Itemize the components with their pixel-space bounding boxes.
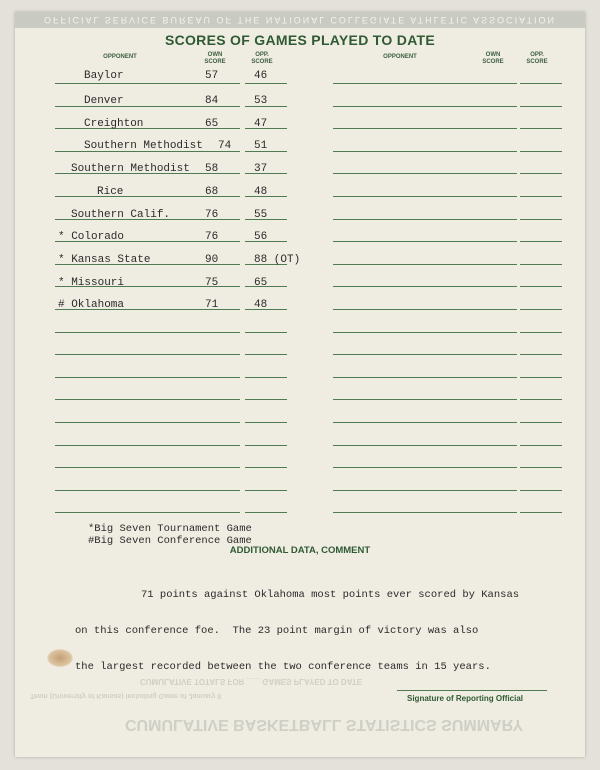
rule-line [520,422,562,423]
rule-line [55,83,205,84]
rule-line [55,490,205,491]
rule-line [198,377,240,378]
rule-line [245,467,287,468]
game-opp-score: 56 [254,231,268,243]
comment-line: 71 points against Oklahoma most points ever scored by Kansas [141,589,520,601]
rule-line [333,264,483,265]
rule-line [55,332,205,333]
bleed-team-line: Team (University of Kansas) Including Game of January 8 [30,692,222,699]
game-opponent: Southern Calif. [71,209,171,221]
rule-line [475,377,517,378]
rule-line [55,445,205,446]
rule-line [475,309,517,310]
rule-line [333,309,483,310]
game-opp-score: 55 [254,209,268,221]
bleed-cumulative-line: CUMULATIVE TOTALS FOR ___ GAMES PLAYED TO DATE [140,677,363,686]
legend-tournament: *Big Seven Tournament Game [88,523,252,535]
rule-line [475,264,517,265]
game-opp-score: 46 [254,70,268,82]
comment-line: the largest recorded between the two conference teams in 15 years. [75,661,491,673]
game-opponent: # Oklahoma [58,299,125,311]
rule-line [520,309,562,310]
rule-line [55,422,205,423]
col-header-own-score-right: OWN SCORE [482,52,504,65]
rule-line [520,467,562,468]
rule-line [475,173,517,174]
signature-line [397,690,547,691]
game-opp-score: 48 [254,299,268,311]
game-own-score: 58 [205,163,219,175]
rule-line [55,106,205,107]
rule-line [520,377,562,378]
rule-line [475,196,517,197]
game-opponent: Baylor [84,70,124,82]
game-own-score: 76 [205,231,219,243]
rule-line [198,490,240,491]
game-own-score: 75 [205,277,219,289]
rule-line [475,490,517,491]
rule-line [333,196,483,197]
game-own-score: 74 [218,140,232,152]
rule-line [55,399,205,400]
rule-line [333,354,483,355]
game-opp-score: 51 [254,140,268,152]
additional-data-title: ADDITIONAL DATA, COMMENT [229,545,371,556]
rule-line [198,354,240,355]
game-own-score: 68 [205,186,219,198]
game-opponent: Creighton [84,118,144,130]
rule-line [333,512,483,513]
game-opponent: * Colorado [58,231,125,243]
game-own-score: 57 [205,70,219,82]
rule-line [333,106,483,107]
rule-line [245,422,287,423]
rule-line [55,196,205,197]
rule-line [333,422,483,423]
rule-line [520,445,562,446]
rule-line [333,332,483,333]
game-opp-score: 88 (OT) [254,254,301,266]
rule-line [475,219,517,220]
game-own-score: 84 [205,95,219,107]
rule-line [520,196,562,197]
page-title: SCORES OF GAMES PLAYED TO DATE [164,32,436,48]
rule-line [333,490,483,491]
rule-line [475,354,517,355]
rule-line [475,467,517,468]
game-own-score: 90 [205,254,219,266]
game-opp-score: 65 [254,277,268,289]
rule-line [198,332,240,333]
rule-line [475,332,517,333]
rule-line [520,106,562,107]
rule-line [245,399,287,400]
rule-line [55,354,205,355]
game-opp-score: 37 [254,163,268,175]
col-header-own-score: OWN SCORE [204,52,226,65]
rule-line [520,83,562,84]
rule-line [475,106,517,107]
game-opponent: * Missouri [58,277,125,289]
top-banner [15,12,585,28]
game-opp-score: 53 [254,95,268,107]
rule-line [520,264,562,265]
game-own-score: 65 [205,118,219,130]
game-opponent: * Kansas State [58,254,151,266]
rule-line [245,83,287,84]
rule-line [475,241,517,242]
rule-line [55,467,205,468]
col-header-opponent-right: OPPONENT [383,54,417,60]
rule-line [520,490,562,491]
rule-line [333,128,483,129]
legend-conference: #Big Seven Conference Game [88,535,252,547]
rule-line [475,422,517,423]
game-opponent: Rice [97,186,124,198]
top-banner-text: OFFICIAL SERVICE BUREAU OF THE NATIONAL COLLEGIATE ATHLETIC ASSOCIATION [44,15,556,25]
rule-line [245,490,287,491]
rule-line [245,354,287,355]
game-opponent: Southern Methodist [84,140,203,152]
rule-line [198,445,240,446]
rule-line [333,83,483,84]
rule-line [520,512,562,513]
rule-line [475,512,517,513]
rule-line [198,512,240,513]
rule-line [55,512,205,513]
rule-line [333,219,483,220]
bleed-bottom-title: CUMULATIVE BASKETBALL STATISTICS SUMMARY [125,716,524,733]
rule-line [475,445,517,446]
rule-line [245,332,287,333]
rule-line [198,467,240,468]
score-sheet [15,12,585,757]
rule-line [333,173,483,174]
rule-line [333,467,483,468]
rule-line [475,151,517,152]
rule-line [245,377,287,378]
col-header-opp-score: OPP. SCORE [251,52,273,65]
rule-line [333,399,483,400]
game-opponent: Denver [84,95,124,107]
col-header-opponent: OPPONENT [103,54,137,60]
rule-line [520,286,562,287]
rule-line [333,445,483,446]
rule-line [198,422,240,423]
rule-line [245,512,287,513]
game-opp-score: 48 [254,186,268,198]
rule-line [55,377,205,378]
rule-line [520,354,562,355]
rule-line [333,241,483,242]
signature-label: Signature of Reporting Official [407,694,524,703]
rule-line [475,286,517,287]
rule-line [520,173,562,174]
rule-line [520,219,562,220]
rule-line [475,128,517,129]
col-header-opp-score-right: OPP. SCORE [526,52,548,65]
rule-line [520,399,562,400]
rule-line [333,377,483,378]
game-opponent: Southern Methodist [71,163,190,175]
rule-line [520,128,562,129]
rule-line [245,445,287,446]
rule-line [520,151,562,152]
rule-line [475,83,517,84]
rule-line [520,332,562,333]
rule-line [333,286,483,287]
rule-line [198,399,240,400]
rule-line [333,151,483,152]
rule-line [475,399,517,400]
game-own-score: 76 [205,209,219,221]
stain-mark [47,649,73,667]
rule-line [198,83,240,84]
game-own-score: 71 [205,299,219,311]
comment-line: on this conference foe. The 23 point margin of victory was also [75,625,479,637]
rule-line [520,241,562,242]
game-opp-score: 47 [254,118,268,130]
